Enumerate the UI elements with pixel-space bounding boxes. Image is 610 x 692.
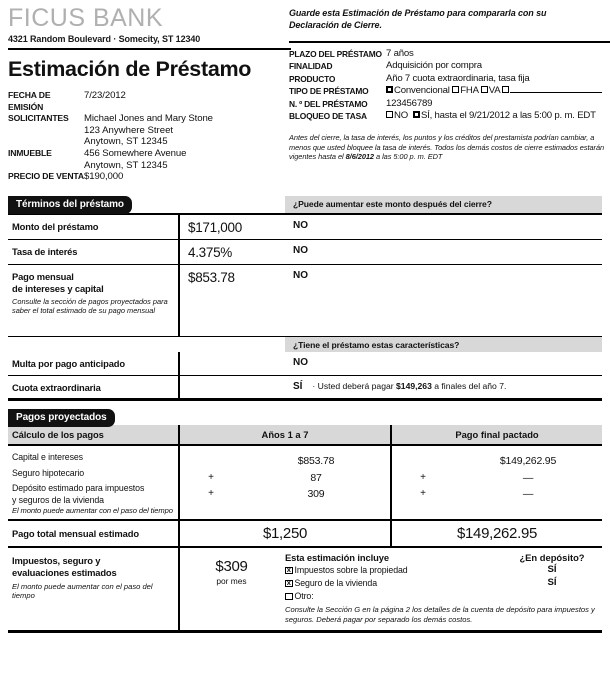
escrow-label-cell <box>8 548 178 629</box>
loan-type-options <box>386 85 602 97</box>
checkbox-other-loan-type-icon[interactable] <box>502 86 509 93</box>
balloon-column-values <box>390 446 602 519</box>
row-label-subnote: Consulte la sección de pagos proyectados para saber el total estimado de su pago mensual <box>12 297 168 316</box>
projected-payments-table <box>8 425 602 632</box>
applicants-label: SOLICITANTES <box>8 113 69 124</box>
property-address-line2: Anytown, ST 12345 <box>84 159 168 171</box>
escrow-item-property-taxes-answer: SÍ <box>547 564 557 576</box>
column-header-calculation: Cálculo de los pagos <box>12 429 104 441</box>
checkbox-conventional-icon[interactable] <box>386 86 393 93</box>
escrow-details-cell <box>283 548 602 629</box>
row-answer-cell <box>285 376 602 399</box>
row-answer: NO <box>293 270 308 281</box>
loan-type-other-blank[interactable] <box>510 85 602 93</box>
row-answer: SÍ <box>293 380 303 392</box>
applicants-address-line2: 123 Anywhere Street <box>84 124 174 136</box>
total-payment-row <box>8 521 602 548</box>
balloon-note-amount: $149,263 <box>396 380 432 391</box>
value-row <box>392 472 602 488</box>
value: 87 <box>310 472 322 485</box>
sale-price-label: PRECIO DE VENTA <box>8 171 84 182</box>
operator: + <box>208 472 214 484</box>
rate-lock-options <box>386 110 596 122</box>
row-label-cell <box>8 240 178 264</box>
purpose-value: Adquisición por compra <box>386 60 482 72</box>
loan-term-value: 7 años <box>386 48 414 59</box>
loan-number-value: 123456789 <box>386 97 433 109</box>
row-label-line1: Pago mensual <box>12 271 74 282</box>
escrow-item-label: Impuestos sobre la propiedad <box>294 565 408 576</box>
applicants-value: Michael Jones and Mary Stone <box>84 113 213 125</box>
loan-type-va-label: VA <box>488 85 500 97</box>
payment-label-escrow-line2: y seguros de la vivienda <box>12 494 104 505</box>
loan-term-label: PLAZO DEL PRÉSTAMO <box>289 49 382 59</box>
field-product <box>289 73 610 85</box>
sale-price-value: $190,000 <box>84 171 124 183</box>
bank-name: FICUS BANK <box>8 4 164 32</box>
escrow-row <box>8 548 602 632</box>
escrow-details-header <box>285 552 598 563</box>
bank-address: 4321 Random Boulevard · Somecity, ST 12340 <box>8 34 201 44</box>
column-header-years: Años 1 a 7 <box>178 425 390 444</box>
checkbox-homeowners-insurance-icon[interactable] <box>285 580 293 588</box>
column-divider <box>178 352 180 375</box>
loan-terms-tab-row <box>8 196 602 213</box>
keep-notice <box>289 0 610 31</box>
section-tab-projected-payments: Pagos proyectados <box>8 409 115 427</box>
issue-date-value: 7/23/2012 <box>84 90 126 101</box>
row-amount: 4.375% <box>178 240 285 264</box>
rate-lock-no-label: NO <box>394 110 408 122</box>
escrow-item-label: Otro: <box>294 591 314 602</box>
table-row <box>8 265 602 337</box>
balloon-note-prefix: · Usted deberá pagar <box>312 380 397 391</box>
loan-terms-question-band <box>285 196 602 213</box>
issue-date-label: FECHA DE EMISIÓN <box>8 90 51 112</box>
product-label: PRODUCTO <box>289 73 336 84</box>
field-purpose <box>289 60 610 72</box>
loan-type-label: TIPO DE PRÉSTAMO <box>289 86 369 97</box>
list-item <box>285 577 598 589</box>
row-label: Multa por pago anticipado <box>12 358 125 369</box>
escrow-amount-period: por mes <box>216 576 247 587</box>
keep-notice-line1: Guarde esta Estimación de Préstamo para compararla con su <box>289 8 547 18</box>
total-years-value: $1,250 <box>178 521 390 546</box>
field-sale-price <box>8 171 298 183</box>
value-row <box>180 446 390 472</box>
purpose-label: FINALIDAD <box>289 61 333 72</box>
loan-terms-question-2: ¿Tiene el préstamo estas características? <box>285 337 602 352</box>
total-balloon-value: $149,262.95 <box>390 521 602 546</box>
loan-number-label: N. º DEL PRÉSTAMO <box>289 98 368 109</box>
section-tab-loan-terms: Términos del préstamo <box>8 196 132 214</box>
field-loan-term <box>289 48 610 60</box>
table-row <box>8 240 602 265</box>
value-row <box>180 472 390 488</box>
value-row <box>392 488 602 504</box>
escrow-footnote: Consulte la Sección G en la página 2 los detalles de la cuenta de depósito para impuestos y seguros. Deberá pagar por separado los demás costos. <box>285 605 595 624</box>
loan-features-spacer <box>8 337 285 352</box>
applicants-address-line3: Anytown, ST 12345 <box>84 136 168 148</box>
row-label: Cuota extraordinaria <box>12 381 101 393</box>
column-header-balloon: Pago final pactado <box>390 425 602 444</box>
checkbox-fha-icon[interactable] <box>452 86 459 93</box>
loan-terms-question-1: ¿Puede aumentar este monto después del cierre? <box>293 199 492 209</box>
row-label-cell <box>8 376 178 399</box>
value: $853.78 <box>297 455 335 468</box>
row-answer: NO <box>293 357 308 368</box>
row-label-cell <box>8 215 178 239</box>
escrow-item-other <box>285 590 506 602</box>
rate-lock-label: BLOQUEO DE TASA <box>289 111 367 122</box>
value: — <box>522 472 534 485</box>
page-title: Estimación de Préstamo <box>8 57 252 81</box>
checkbox-other-escrow-icon[interactable] <box>285 593 293 601</box>
row-amount-empty <box>178 352 285 375</box>
loan-type-conventional-label: Convencional <box>394 85 450 97</box>
keep-notice-line2: Declaración de Cierre. <box>289 19 382 30</box>
table-row <box>8 215 602 240</box>
row-label-cell <box>8 352 178 375</box>
escrow-item-homeowners-insurance <box>285 577 506 589</box>
escrow-in-escrow-header: ¿En depósito? <box>519 552 585 564</box>
balloon-note-suffix: a finales del año 7. <box>431 380 507 391</box>
rate-disclosure-date: 8/6/2012 <box>345 152 374 162</box>
document-header <box>8 0 605 196</box>
field-rate-lock <box>289 110 610 122</box>
checkbox-rate-lock-yes-icon[interactable] <box>413 111 420 118</box>
table-row <box>8 376 602 402</box>
property-label: INMUEBLE <box>8 147 52 158</box>
rate-disclosure-note <box>289 133 610 161</box>
list-item <box>285 564 598 576</box>
rate-lock-yes-label: SÍ, hasta el 9/21/2012 a las 5:00 p. m. EDT <box>420 110 596 122</box>
escrow-item-property-taxes <box>285 564 506 576</box>
row-label: Monto del préstamo <box>12 221 99 232</box>
operator: + <box>208 487 214 499</box>
escrow-amount: $309 <box>215 558 248 576</box>
header-divider-left <box>8 48 291 50</box>
value: $149,262.95 <box>499 455 557 468</box>
checkbox-rate-lock-no-icon[interactable] <box>386 111 393 118</box>
payment-label-escrow-subnote: El monto puede aumentar con el paso del tiempo <box>12 506 173 516</box>
rate-disclosure-b: a las 5:00 p. m. EDT <box>374 152 443 162</box>
payment-label-mortgage-insurance: Seguro hipotecario <box>12 467 85 478</box>
table-row <box>8 352 602 376</box>
total-label: Pago total mensual estimado <box>12 528 140 540</box>
row-answer: NO <box>293 245 308 256</box>
escrow-item-label: Seguro de la vivienda <box>294 578 378 589</box>
header-divider-right <box>289 41 610 43</box>
field-applicants <box>8 113 298 125</box>
field-property <box>8 148 298 160</box>
escrow-includes-header: Esta estimación incluye <box>285 552 389 564</box>
row-amount: $853.78 <box>178 265 285 336</box>
value: — <box>522 487 534 500</box>
column-divider <box>178 376 180 399</box>
projected-payments-tab-row <box>8 409 602 425</box>
field-loan-type <box>289 85 610 97</box>
projected-payments-body <box>8 446 602 521</box>
property-value: 456 Somewhere Avenue <box>84 147 187 159</box>
loan-terms-table <box>8 213 602 401</box>
field-issue-date <box>8 90 298 113</box>
list-item <box>285 590 598 602</box>
product-value: Año 7 cuota extraordinaria, tasa fija <box>386 72 530 84</box>
loan-features-question-row <box>8 337 602 352</box>
row-label-cell <box>8 265 178 336</box>
years-column-values <box>178 446 390 519</box>
escrow-amount-cell <box>178 548 283 629</box>
row-amount-empty <box>178 376 285 399</box>
escrow-label-line2: evaluaciones estimados <box>12 566 117 578</box>
operator: + <box>420 472 426 484</box>
rate-disclosure-a: Antes del cierre, la tasa de interés, los puntos y los créditos del prestamista podrían cambiar, a menos que usted bloquee la tasa de interés. Todos los demás costos de cierre estimados estarán vigentes hasta el <box>289 133 605 162</box>
row-answer-note <box>305 381 506 391</box>
row-label-line2: de intereses y capital <box>12 282 104 294</box>
projected-payments-header-row <box>8 425 602 446</box>
value-row <box>180 488 390 504</box>
value-row <box>392 446 602 472</box>
header-right-column <box>289 0 610 162</box>
value: 309 <box>307 487 325 500</box>
row-answer: NO <box>293 220 308 231</box>
payment-label-principal: Capital e intereses <box>12 452 83 463</box>
loan-type-fha-label: FHA <box>460 85 479 97</box>
operator: + <box>420 487 426 499</box>
escrow-item-homeowners-insurance-answer: SÍ <box>547 577 557 589</box>
checkbox-property-taxes-icon[interactable] <box>285 567 293 575</box>
header-left-column <box>8 0 298 183</box>
row-amount: $171,000 <box>178 215 285 239</box>
payment-labels-cell <box>8 446 178 519</box>
row-label: Tasa de interés <box>12 246 78 257</box>
escrow-label-line1: Impuestos, seguro y <box>12 555 101 567</box>
payment-label-escrow-line1: Depósito estimado para impuestos <box>12 483 145 494</box>
escrow-label-subnote: El monto puede aumentar con el paso del tiempo <box>12 581 153 600</box>
checkbox-va-icon[interactable] <box>481 86 488 93</box>
field-loan-number <box>289 98 610 110</box>
